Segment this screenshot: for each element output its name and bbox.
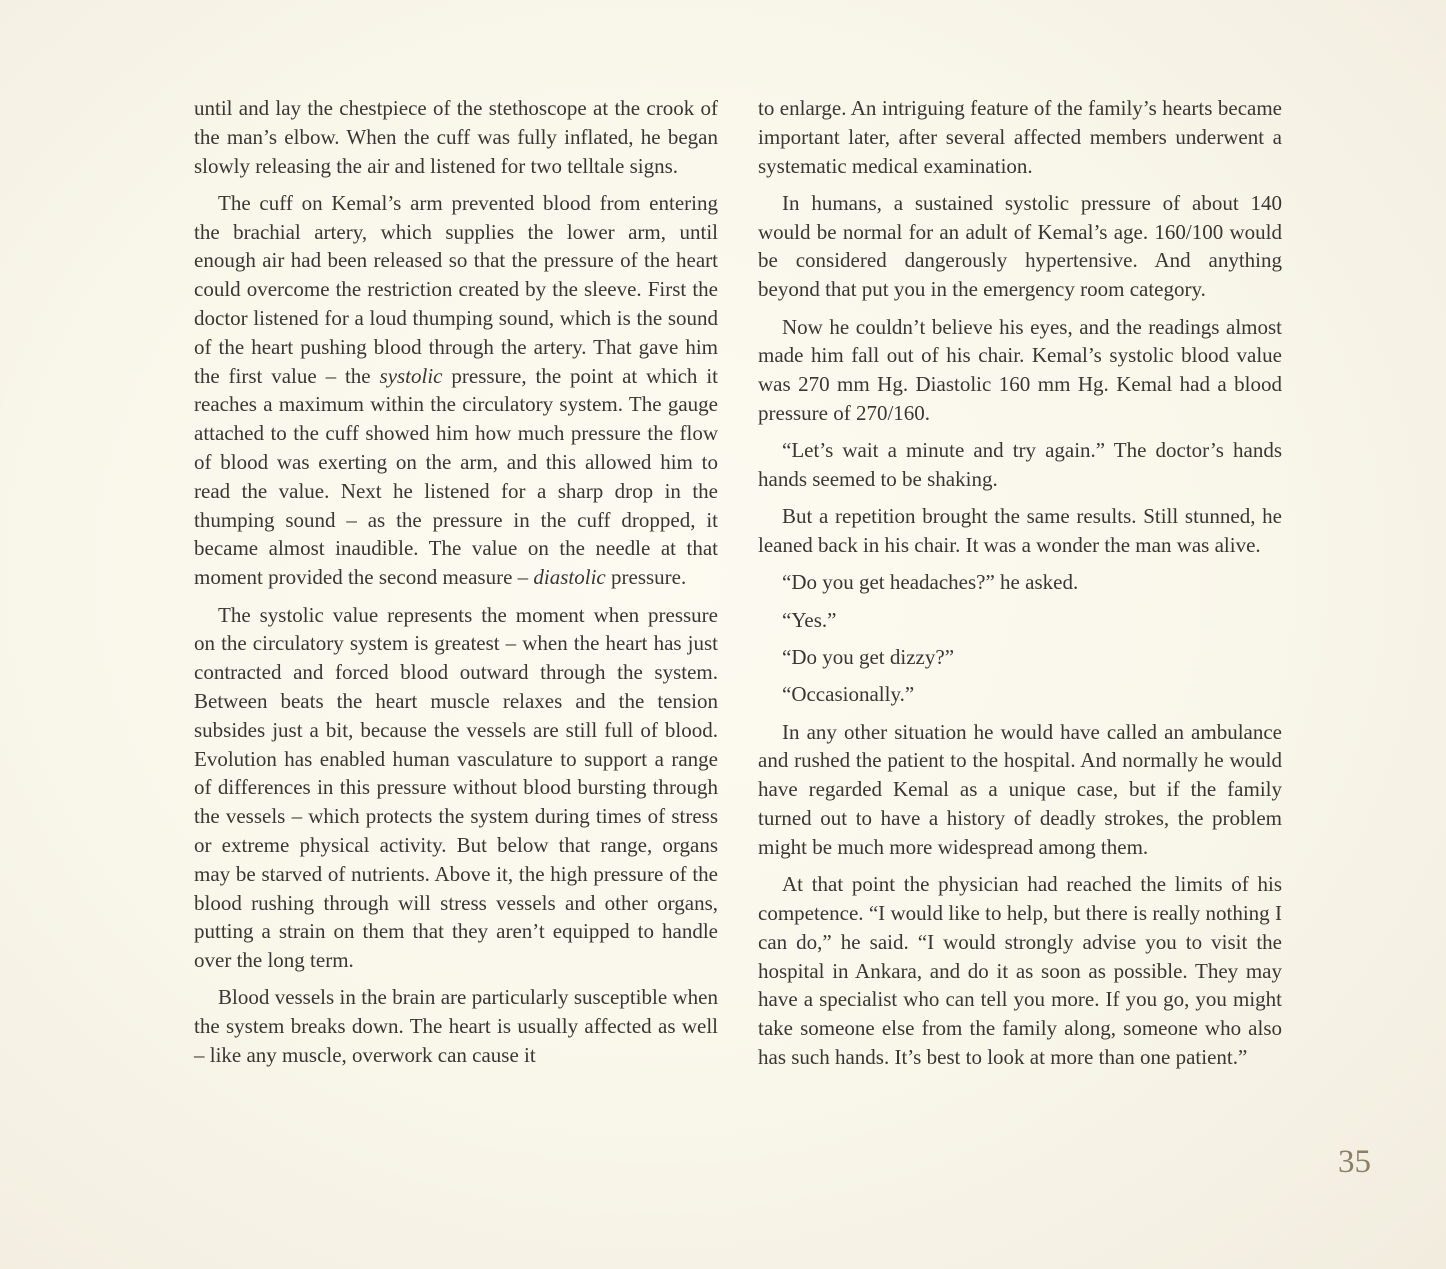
paragraph: until and lay the chestpiece of the stethoscope at the crook of the man’s elbow. When the cuff was fully inflated, he began slowly releasing the air and listened for two telltale signs.	[194, 96, 718, 178]
emphasis-systolic: systolic	[379, 363, 443, 388]
dialogue-line: “Do you get headaches?” he asked.	[782, 570, 1079, 595]
dialogue-line: “Occasionally.”	[782, 682, 915, 707]
dialogue-line: “Do you get dizzy?”	[782, 645, 955, 670]
paragraph: In humans, a sustained systolic pressure of about 140 would be normal for an adult of Kemal’s age. 160/100 would be considered dangerously hypertensive. And anything beyond that put you in the emergency room category.	[758, 190, 1282, 302]
paragraph: Blood vessels in the brain are particularly susceptible when the system breaks down. The heart is usually affected as well – like any muscle, overwork can cause it	[194, 985, 718, 1067]
paragraph: “Let’s wait a minute and try again.” The doctor’s hands hands seemed to be shaking.	[758, 438, 1282, 492]
left-text-column	[194, 94, 718, 1078]
paragraph-text: The cuff on Kemal’s arm prevented blood from entering the brachial artery, which supplies the lower arm, until enough air had been released so that the pressure of the heart could overcome the restriction created by the sleeve. First the doctor listened for a loud thumping sound, which is the sound of the heart pushing blood through the artery. That gave him the first value – the	[194, 190, 718, 388]
paragraph: In any other situation he would have called an ambulance and rushed the patient to the hospital. And normally he would have regarded Kemal as a unique case, but if the family turned out to have a history of deadly strokes, the problem might be much more widespread among them.	[758, 719, 1282, 859]
right-text-column	[758, 94, 1282, 1080]
paragraph: At that point the physician had reached the limits of his competence. “I would like to help, but there is really nothing I can do,” he said. “I would strongly advise you to visit the hospital in Ankara, and do it as soon as possible. They may have a specialist who can tell you more. If you go, you might take someone else from the family along, someone who also has such hands. It’s best to look at more than one patient.”	[758, 872, 1282, 1069]
paragraph: But a repetition brought the same results. Still stunned, he leaned back in his chair. It was a wonder the man was alive.	[758, 504, 1282, 558]
paragraph: to enlarge. An intriguing feature of the family’s hearts became important later, after several affected members underwent a systematic medical examination.	[758, 96, 1282, 178]
paragraph-text: pressure.	[605, 565, 687, 590]
page-number: 35	[1338, 1144, 1371, 1180]
paragraph: The systolic value represents the moment when pressure on the circulatory system is greatest – when the heart has just contracted and forced blood outward through the system. Between beats the heart muscle relaxes and the tension subsides just a bit, because the vessels are still full of blood. Evolution has enabled human vasculature to support a range of differences in this pressure without blood bursting through the vessels – which protects the system during times of stress or extreme physical activity. But below that range, organs may be starved of nutrients. Above it, the high pressure of the blood rushing through will stress vessels and other organs, putting a strain on them that they aren’t equipped to handle over the long term.	[194, 602, 718, 973]
paragraph-text: pressure, the point at which it reaches a maximum within the circulatory system. The gauge attached to the cuff showed him how much pressure the flow of blood was exerting on the arm, and this allowed him to read the value. Next he listened for a sharp drop in the thumping sound – as the pressure in the cuff dropped, it became almost inaudible. The value on the needle at that moment provided the second measure –	[194, 363, 718, 590]
emphasis-diastolic: diastolic	[533, 565, 606, 590]
paragraph: Now he couldn’t believe his eyes, and the readings almost made him fall out of his chair. Kemal’s systolic blood value was 270 mm Hg. Diastolic 160 mm Hg. Kemal had a blood pressure of 270/160.	[758, 314, 1282, 425]
paragraph	[194, 189, 718, 592]
dialogue-line: “Yes.”	[782, 607, 837, 632]
